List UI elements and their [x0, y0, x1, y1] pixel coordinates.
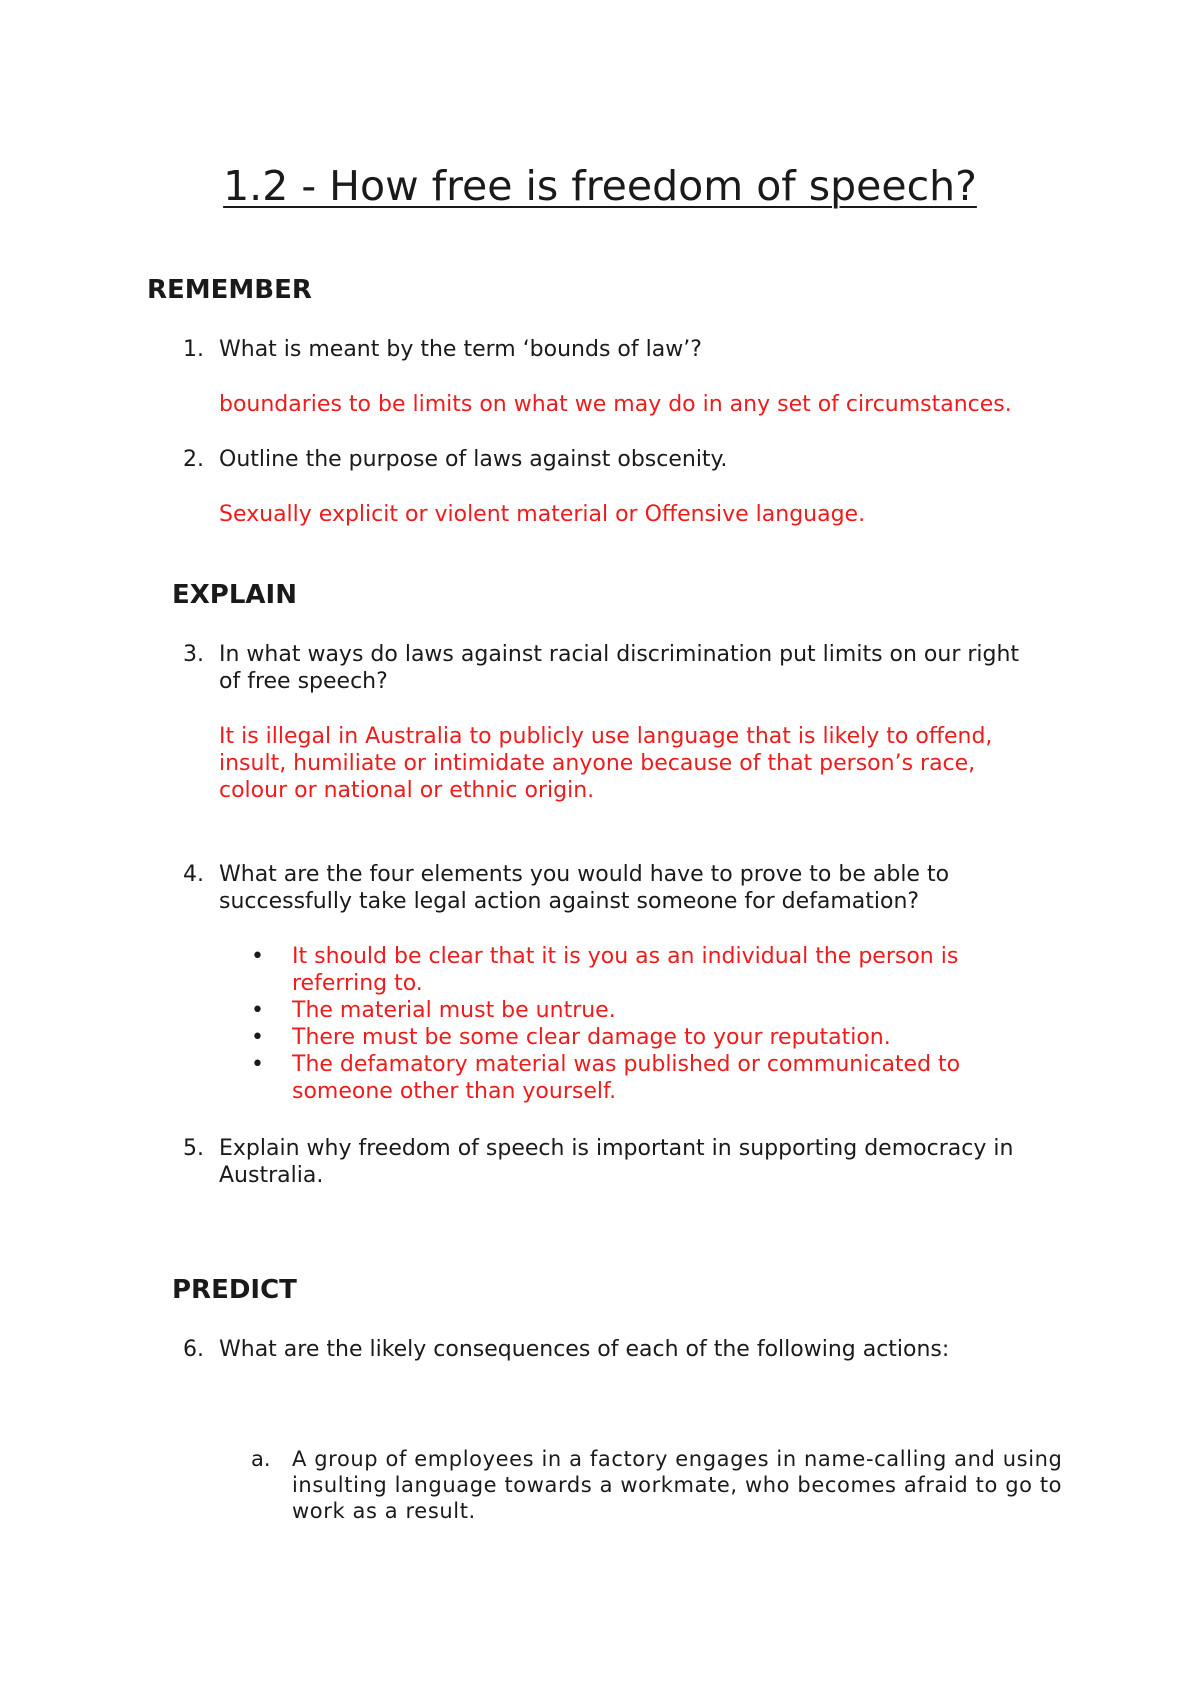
question-4-text: What are the four elements you would have to prove to be able to successfully take legal action against someone for defamation?: [219, 862, 950, 914]
question-2-number: 2.: [183, 447, 204, 472]
question-1-answer: boundaries to be limits on what we may do in any set of circumstances.: [219, 392, 1012, 417]
defamation-element-1: It should be clear that it is you as an individual the person is referring to.: [292, 944, 959, 996]
defamation-element-4: The defamatory material was published or communicated to someone other than yourself.: [292, 1052, 961, 1104]
section-heading-predict: PREDICT: [172, 1275, 297, 1305]
question-3-number: 3.: [183, 642, 204, 667]
defamation-element-3: There must be some clear damage to your reputation.: [292, 1025, 891, 1050]
question-3-answer: It is illegal in Australia to publicly use language that is likely to offend, insult, humiliate or intimidate anyone because of that person’s race, colour or national or ethnic origin.: [219, 724, 993, 803]
question-2-text: Outline the purpose of laws against obscenity.: [219, 447, 728, 472]
question-2-answer: Sexually explicit or violent material or Offensive language.: [219, 502, 866, 527]
question-3-text: In what ways do laws against racial discrimination put limits on our right of free speech?: [219, 642, 1020, 694]
section-heading-remember: REMEMBER: [147, 275, 312, 305]
question-1-text: What is meant by the term ‘bounds of law’?: [219, 337, 702, 362]
question-4-number: 4.: [183, 862, 204, 887]
defamation-element-2: The material must be untrue.: [292, 998, 616, 1023]
section-heading-explain: EXPLAIN: [172, 580, 297, 610]
question-1-number: 1.: [183, 337, 204, 362]
page-title: 1.2 - How free is freedom of speech?: [223, 162, 977, 210]
question-6-text: What are the likely consequences of each of the following actions:: [219, 1337, 950, 1362]
question-5-number: 5.: [183, 1136, 204, 1161]
question-6a-label: a.: [251, 1447, 271, 1471]
question-6-number: 6.: [183, 1337, 204, 1362]
bullet-4-marker: •: [251, 1052, 264, 1077]
question-5-text: Explain why freedom of speech is important in supporting democracy in Australia.: [219, 1136, 1014, 1188]
question-6a-text: A group of employees in a factory engages in name-calling and using insulting language towards a workmate, who becomes afraid to go to work as a result.: [292, 1447, 1063, 1523]
bullet-3-marker: •: [251, 1025, 264, 1050]
bullet-1-marker: •: [251, 944, 264, 969]
bullet-2-marker: •: [251, 998, 264, 1023]
